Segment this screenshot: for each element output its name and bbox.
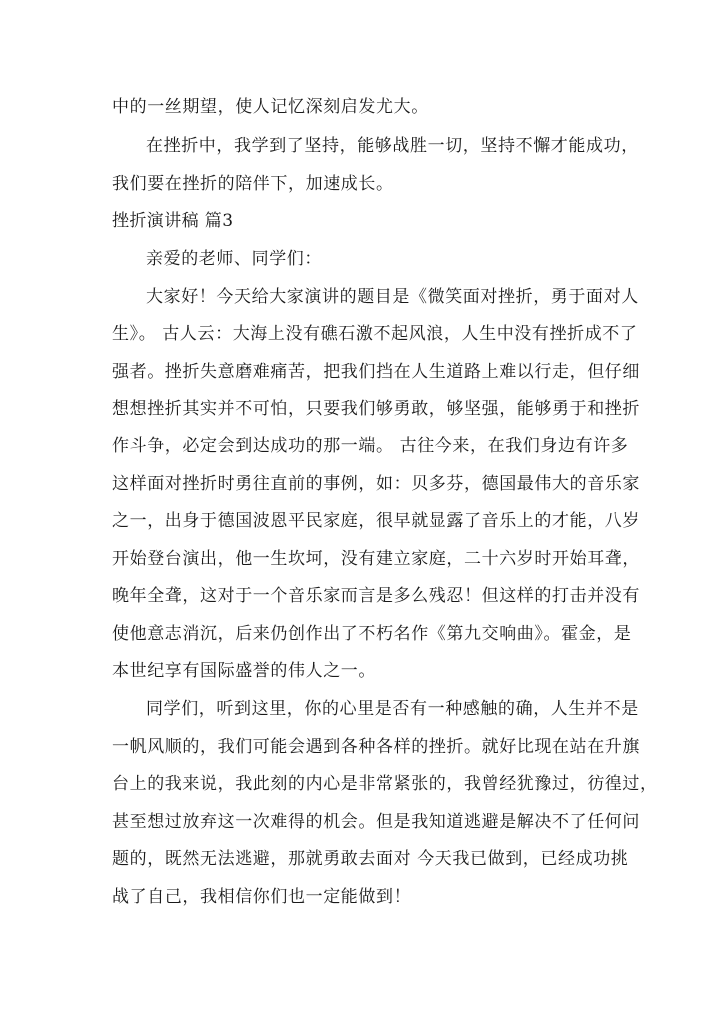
paragraph-line: 台上的我来说，我此刻的内心是非常紧张的，我曾经犹豫过，彷徨过， — [112, 774, 658, 794]
paragraph-line: 战了自己，我相信你们也一定能做到！ — [112, 887, 412, 907]
paragraph-line: 晚年全聋，这对于一个音乐家而言是多么残忍！但这样的打击并没有 — [112, 586, 640, 606]
section-heading: 挫折演讲稿 篇3 — [112, 211, 234, 231]
paragraph-line: 在挫折中，我学到了坚持，能够战胜一切，坚持不懈才能成功， — [146, 136, 639, 156]
paragraph-line: 强者。挫折失意磨难痛苦，把我们挡在人生道路上难以行走，但仔细 — [112, 362, 640, 382]
paragraph-line: 想想挫折其实并不可怕，只要我们够勇敢，够坚强，能够勇于和挫折 — [112, 399, 640, 419]
greeting-line: 亲爱的老师、同学们： — [146, 249, 322, 269]
paragraph-line: 使他意志消沉，后来仍创作出了不朽名作《第九交响曲》。霍金，是 — [112, 624, 632, 644]
paragraph-line: 开始登台演出，他一生坎坷，没有建立家庭，二十六岁时开始耳聋， — [112, 549, 640, 569]
paragraph-line: 我们要在挫折的陪伴下，加速成长。 — [112, 174, 394, 194]
paragraph-line: 之一，出身于德国波恩平民家庭，很早就显露了音乐上的才能，八岁 — [112, 511, 640, 531]
paragraph-line: 题的，既然无法逃避，那就勇敢去面对 今天我已做到，已经成功挑 — [112, 849, 629, 869]
paragraph-line: 大家好！今天给大家演讲的题目是《微笑面对挫折，勇于面对人 — [146, 287, 639, 307]
paragraph-line: 作斗争，必定会到达成功的那一端。 古往今来，在我们身边有许多 — [112, 436, 629, 456]
paragraph-line: 一帆风顺的，我们可能会遇到各种各样的挫折。就好比现在站在升旗 — [112, 737, 640, 757]
paragraph-line: 本世纪享有国际盛誉的伟人之一。 — [112, 661, 376, 681]
paragraph-line: 生》。 古人云：大海上没有礁石激不起风浪，人生中没有挫折成不了 — [112, 324, 638, 344]
paragraph-line: 这样面对挫折时勇往直前的事例，如：贝多芬，德国最伟大的音乐家 — [112, 474, 640, 494]
paragraph-line: 同学们，听到这里，你的心里是否有一种感触的确，人生并不是 — [146, 699, 639, 719]
paragraph-line: 甚至想过放弃这一次难得的机会。但是我知道逃避是解决不了任何问 — [112, 812, 640, 832]
paragraph-line: 中的一丝期望，使人记忆深刻启发尤大。 — [112, 97, 429, 117]
